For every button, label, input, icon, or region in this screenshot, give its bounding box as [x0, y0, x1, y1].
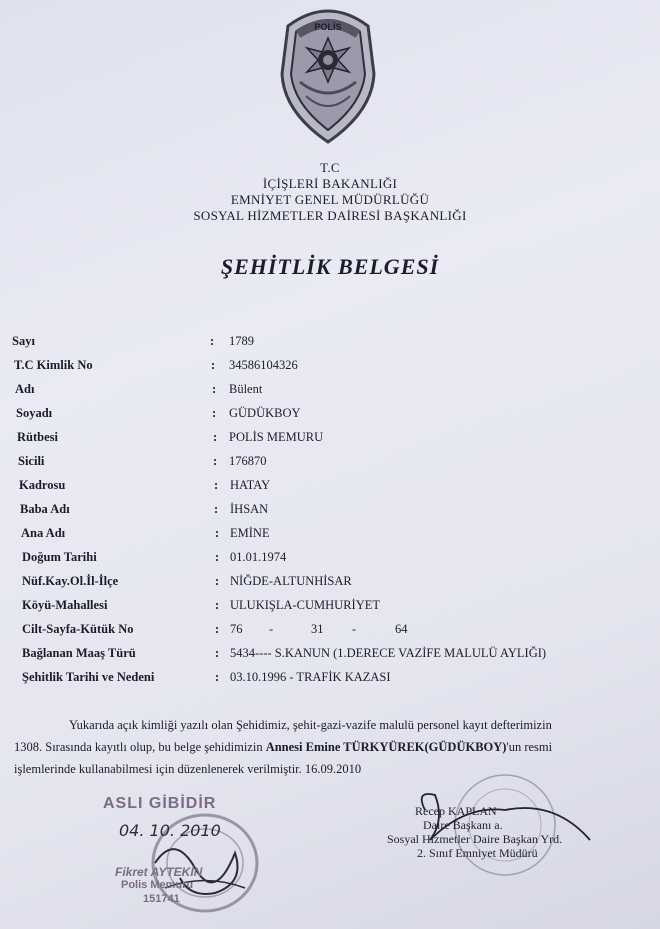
paragraph-line-2-end: 'un resmi: [506, 740, 553, 754]
field-value: Bülent: [229, 382, 263, 396]
field-row-rutbesi: [0, 430, 660, 450]
certified-copy-stamp: [95, 793, 295, 923]
field-row-sehitlik-tarihi: [0, 670, 660, 690]
field-row-adi: [0, 382, 660, 402]
field-colon: :: [215, 622, 220, 636]
police-badge-emblem: [276, 4, 380, 144]
header-tc: T.C: [320, 160, 340, 175]
field-label: Cilt-Sayfa-Kütük No: [22, 622, 134, 636]
field-row-koyu-mahallesi: [0, 598, 660, 618]
field-label: Nüf.Kay.Ol.İl-İlçe: [22, 574, 119, 588]
field-value: GÜDÜKBOY: [229, 406, 301, 420]
field-colon: :: [215, 646, 220, 660]
header-ministry: İÇİŞLERİ BAKANLIĞI: [262, 176, 398, 191]
signatory-name: Recep KAPLAN: [415, 804, 497, 818]
field-value: 03.10.1996 - TRAFİK KAZASI: [230, 670, 391, 684]
field-label: Rütbesi: [17, 430, 58, 444]
field-colon: :: [211, 358, 216, 372]
field-label: Bağlanan Maaş Türü: [22, 646, 136, 660]
field-label: T.C Kimlik No: [14, 358, 93, 372]
kutuk-dash: -: [352, 622, 357, 636]
field-colon: :: [215, 526, 220, 540]
field-label: Doğum Tarihi: [22, 550, 97, 564]
field-label: Adı: [15, 382, 35, 396]
stamp-officer-rank: Polis Memuru: [121, 879, 194, 891]
field-colon: :: [215, 550, 220, 564]
signatory-rank: 2. Sınıf Emniyet Müdürü: [417, 846, 538, 860]
stamp-officer-number: 151741: [143, 893, 180, 905]
field-colon: :: [213, 454, 218, 468]
field-colon: :: [214, 478, 219, 492]
field-colon: :: [215, 574, 220, 588]
field-row-sayi: [0, 334, 660, 354]
field-label: Şehitlik Tarihi ve Nedeni: [22, 670, 155, 684]
stamp-asli-gibidir: ASLI GİBİDİR: [103, 795, 217, 812]
field-row-ana-adi: [0, 526, 660, 546]
header-directorate: EMNİYET GENEL MÜDÜRLÜĞÜ: [230, 192, 430, 207]
field-colon: :: [214, 502, 219, 516]
field-value: ULUKIŞLA-CUMHURİYET: [230, 598, 380, 612]
field-value: HATAY: [230, 478, 271, 492]
svg-text:POLİS: POLİS: [314, 22, 342, 32]
kutuk-no: 64: [395, 622, 408, 636]
field-label: Sayı: [12, 334, 35, 348]
field-row-nufus-kayit: [0, 574, 660, 594]
field-value: 176870: [229, 454, 267, 468]
field-value: 5434---- S.KANUN (1.DERECE VAZİFE MALULÜ AYLIĞI): [230, 646, 547, 660]
kutuk-dash: -: [269, 622, 274, 636]
field-label: Köyü-Mahallesi: [22, 598, 108, 612]
field-label: Ana Adı: [21, 526, 66, 540]
field-colon: :: [212, 406, 217, 420]
field-value: EMİNE: [230, 526, 270, 540]
field-row-sicili: [0, 454, 660, 474]
field-value: 1789: [229, 334, 254, 348]
field-value: NİĞDE-ALTUNHİSAR: [230, 574, 352, 588]
field-value: İHSAN: [230, 502, 269, 516]
field-value: 34586104326: [229, 358, 298, 372]
field-row-soyadi: [0, 406, 660, 426]
signatory-title: Daire Başkanı a.: [423, 818, 503, 832]
field-row-maas-turu: [0, 646, 660, 666]
signature-block: [385, 770, 645, 880]
field-colon: :: [215, 670, 220, 684]
field-label: Baba Adı: [20, 502, 70, 516]
field-colon: :: [213, 430, 218, 444]
paragraph-beneficiary: Annesi Emine TÜRKYÜREK(GÜDÜKBOY): [265, 740, 507, 754]
cilt-no: 76: [230, 622, 243, 636]
paragraph-line-2-start: 1308. Sırasında kayıtlı olup, bu belge şehidimizin: [14, 740, 266, 754]
paragraph-line-3: işlemlerinde kullanabilmesi için düzenlenerek verilmiştir. 16.09.2010: [14, 762, 362, 776]
field-row-cilt-sayfa-kutuk: [0, 622, 660, 642]
sayfa-no: 31: [311, 622, 324, 636]
field-value: 01.01.1974: [230, 550, 287, 564]
stamp-officer-name: Fikret AYTEKİN: [115, 865, 203, 879]
header-department: SOSYAL HİZMETLER DAİRESİ BAŞKANLIĞI: [193, 208, 467, 223]
paragraph-line-1: Yukarıda açık kimliği yazılı olan Şehidimiz, şehit-gazi-vazife malulü personel kayıt defterimizin: [69, 718, 552, 732]
paragraph-line-2: [14, 736, 634, 758]
field-colon: :: [215, 598, 220, 612]
field-value: POLİS MEMURU: [229, 430, 324, 444]
field-row-baba-adi: [0, 502, 660, 522]
field-row-kadrosu: [0, 478, 660, 498]
field-row-tc-kimlik: [0, 358, 660, 378]
field-row-dogum-tarihi: [0, 550, 660, 570]
field-colon: :: [212, 382, 217, 396]
field-colon: :: [210, 334, 215, 348]
document-title: ŞEHİTLİK BELGESİ: [220, 254, 440, 279]
signatory-department: Sosyal Hizmetler Daire Başkan Yrd.: [387, 832, 563, 846]
field-label: Kadrosu: [19, 478, 66, 492]
stamp-handwritten-date: 04. 10. 2010: [119, 821, 221, 840]
field-label: Soyadı: [16, 406, 53, 420]
field-label: Sicili: [18, 454, 45, 468]
